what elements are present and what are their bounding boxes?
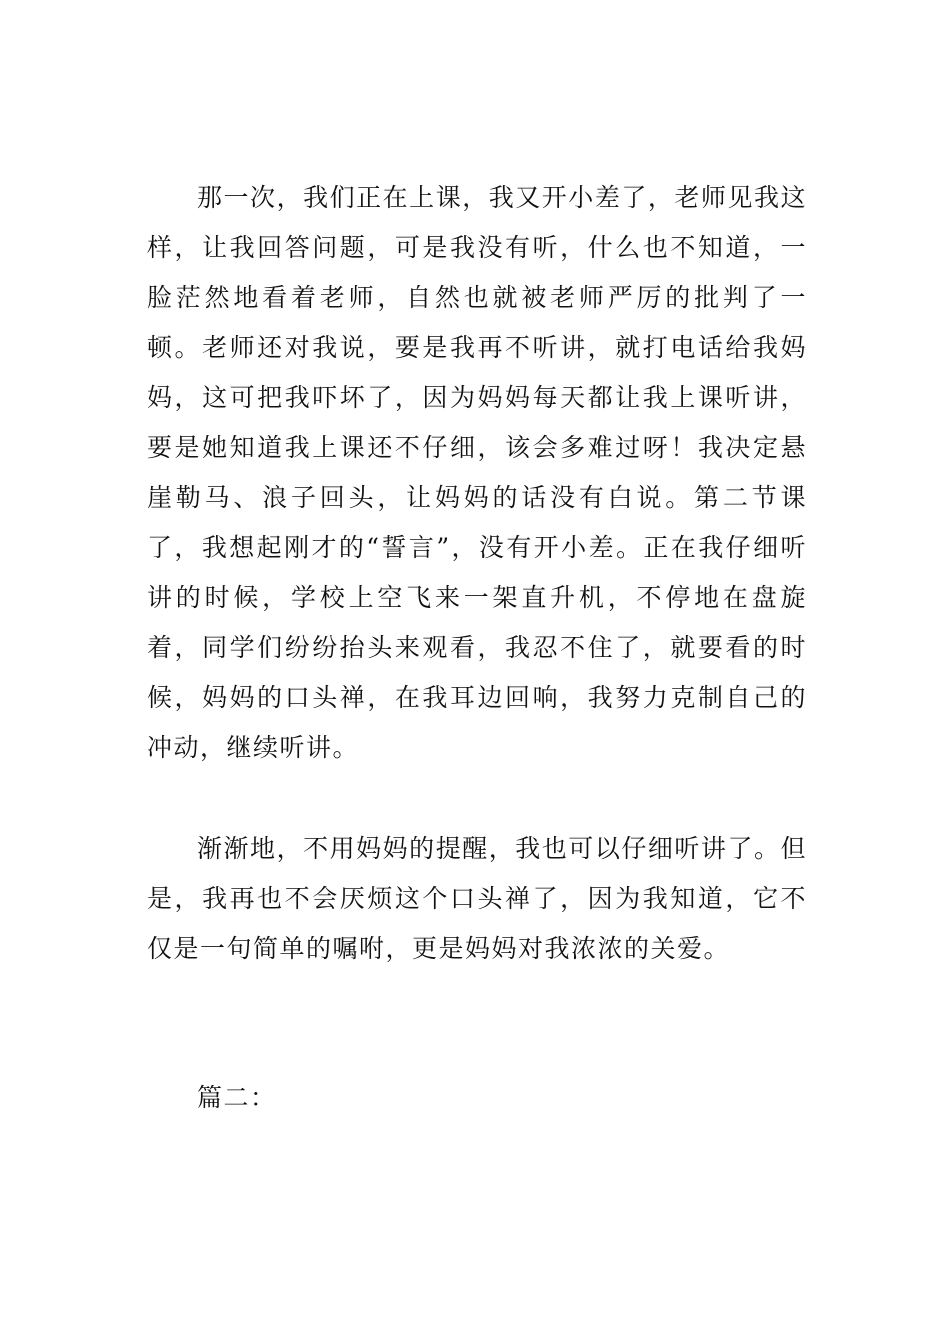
body-paragraph: 渐渐地，不用妈妈的提醒，我也可以仔细听讲了。但是，我再也不会厌烦这个口头禅了，因为我知道，它不仅是一句简单的嘱咐，更是妈妈对我浓浓的关爱。 <box>147 834 807 963</box>
section-heading: 篇二： <box>197 1083 277 1112</box>
body-paragraph: 那一次，我们正在上课，我又开小差了，老师见我这样，让我回答问题，可是我没有听，什么也不知道，一脸茫然地看着老师，自然也就被老师严厉的批判了一顿。老师还对我说，要是我再不听讲，就打电话给我妈妈，这可把我吓坏了，因为妈妈每天都让我上课听讲，要是她知道我上课还不仔细，该会多难过呀！我决定悬崖勒马、浪子回头，让妈妈的话没有白说。第二节课了，我想起刚才的“誓言”，没有开小差。正在我仔细听讲的时候，学校上空飞来一架直升机，不停地在盘旋着，同学们纷纷抬头来观看，我忍不住了，就要看的时候，妈妈的口头禅，在我耳边回响，我努力克制自己的冲动，继续听讲。 <box>147 183 807 762</box>
